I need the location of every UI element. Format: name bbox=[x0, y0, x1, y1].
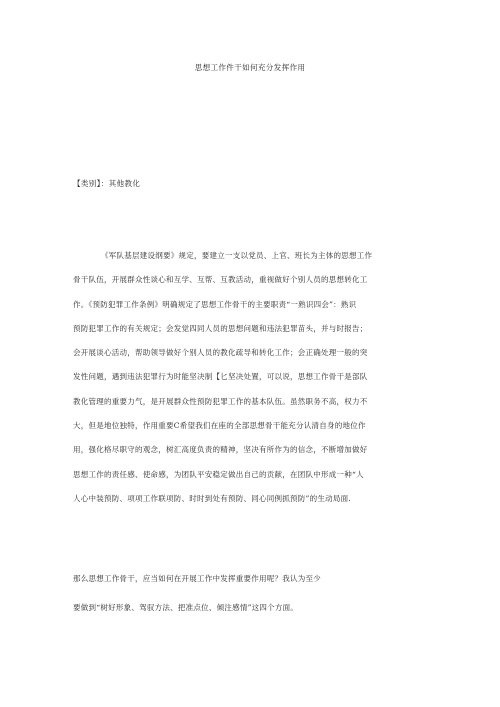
paragraph-line: 思想工作的责任感、使命感，为团队平安稳定做出自己的贡献，在团队中形成一种“人 bbox=[73, 469, 364, 479]
paragraph-line: 《军队基层建设纲要》规定，要建立一支以党员、上官、班长为主体的思想工作 bbox=[101, 251, 373, 260]
paragraph-line: 发性问题，遇到违法犯罪行为时能坚决制【匕坚决处置，可以说，思想工作骨干是部队 bbox=[73, 372, 368, 382]
body-paragraph bbox=[73, 244, 433, 511]
paragraph-line: 人心中装预防、项项工作联项防、时时到处有预防、同心同例抓预防”的生动局面. bbox=[73, 493, 351, 503]
paragraph-line: 会开展谈心活动，帮助领导做好个别人员的教化疏导和转化工作；会正确处理一般的突 bbox=[73, 348, 368, 358]
category-label: 【类别】：其他教化 bbox=[73, 179, 141, 188]
paragraph-line: 大，但是地位独特，作用重要C希望我们在座的全部思想骨干能充分认清自身的地位作 bbox=[73, 421, 366, 431]
document-title: 思想工作件干如何充分发挥作用 bbox=[194, 63, 306, 72]
paragraph-line: 骨干队伍，开展群众性谈心和互学、互帮、互教活动，重视做好个别人员的思想转化工 bbox=[73, 275, 368, 285]
paragraph-line: 作。《预防犯罪工作条例》明确规定了思想工作骨干的主要职责“一熟识四会”：熟识 bbox=[73, 299, 357, 309]
tail-line: 那么思想工作骨干，应当如何在开展工作中发挥重要作用呢？我认为至少 bbox=[73, 574, 321, 583]
paragraph-line: 用，强化格尽职守的观念，树汇高度负责的精神，坚决有所作为的信念，不断增加做好 bbox=[73, 445, 368, 455]
paragraph-line: 预防犯罪工作的有关规定；会发觉四同人员的思想问题和违法犯罪苗头，并与时报告； bbox=[73, 323, 368, 333]
tail-line: 要做到“树好形象、驾驭方法、把准点位、倾注感情”这四个方面。 bbox=[73, 603, 299, 612]
paragraph-line: 教化管理的重要力气，是开展群众性预防犯罪工作的基本队伍。虽然职务不高，权力不 bbox=[73, 396, 368, 406]
